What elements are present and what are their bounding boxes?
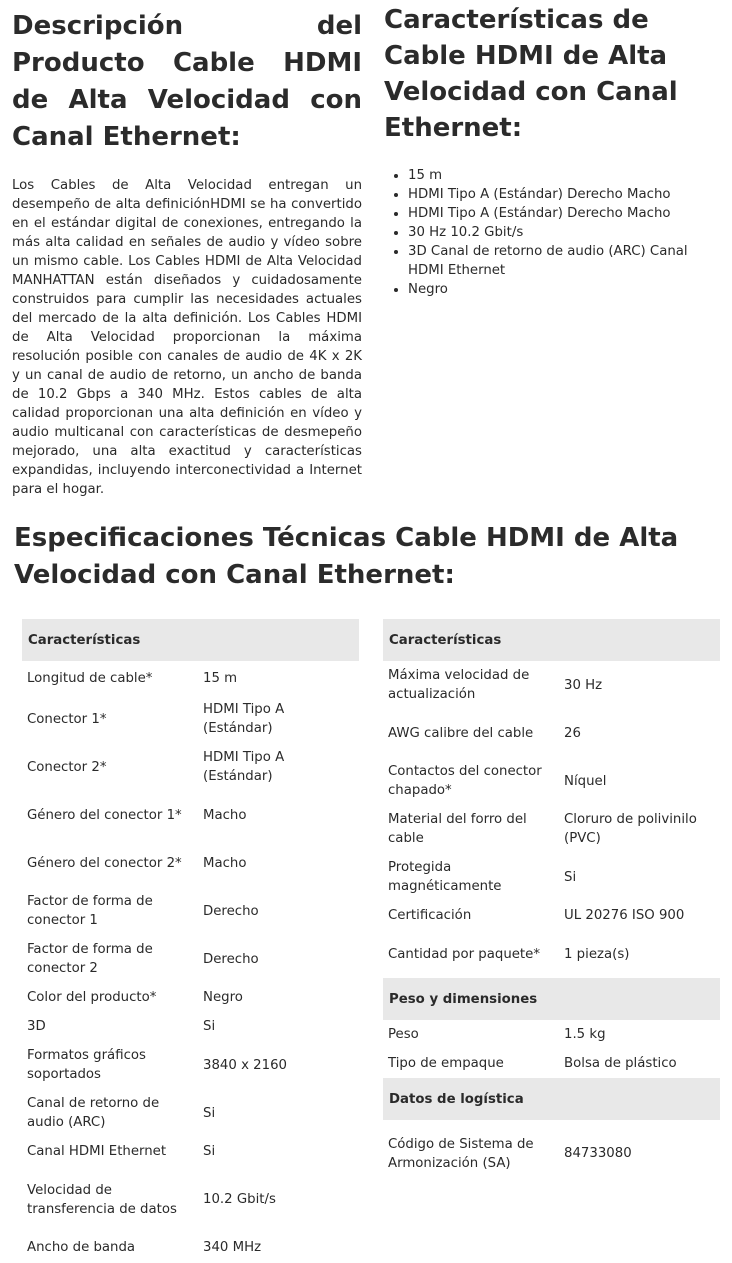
table-row — [22, 695, 359, 743]
spec-key: Factor de forma de conector 2 — [27, 942, 153, 976]
feature-item: • HDMI Tipo A (Estándar) Derecho Macho — [408, 185, 724, 204]
features-title: Características de Cable HDMI de Alta Velocidad con Canal Ethernet: — [384, 5, 678, 143]
spec-value: Macho — [203, 807, 247, 823]
spec-value: 10.2 Gbit/s — [203, 1192, 276, 1207]
table-row — [22, 1137, 359, 1166]
table-row — [22, 1166, 359, 1233]
spec-value: Bolsa de plástico — [564, 1056, 677, 1071]
table-header-row — [383, 619, 720, 661]
table-row — [383, 709, 720, 757]
table-header-row — [22, 619, 359, 661]
specs-table-left — [22, 619, 359, 1262]
table-header: Características — [22, 619, 359, 661]
spec-key: Género del conector 2* — [27, 855, 182, 871]
spec-key: Material del forro del cable — [388, 812, 527, 846]
table-header: Peso y dimensiones — [383, 978, 720, 1020]
spec-key: Canal HDMI Ethernet — [27, 1144, 167, 1159]
table-row — [22, 1233, 359, 1262]
table-row — [22, 935, 359, 983]
table-row — [22, 661, 359, 695]
feature-item: • Negro — [408, 280, 724, 299]
spec-value: 30 Hz — [564, 677, 603, 693]
spec-key: Género del conector 1* — [27, 807, 182, 823]
description-section — [12, 8, 362, 499]
table-row — [383, 930, 720, 978]
spec-key: Longitud de cable* — [27, 670, 153, 686]
spec-value: Negro — [203, 990, 243, 1005]
spec-key: Protegida magnéticamente — [388, 860, 502, 894]
spec-key: Factor de forma de conector 1 — [27, 894, 153, 928]
table-header: Características — [383, 619, 720, 661]
spec-key: Formatos gráficos soportados — [27, 1048, 146, 1082]
table-row — [383, 661, 720, 709]
specs-title: Especificaciones Técnicas Cable HDMI de Alta Velocidad con Canal Ethernet: — [14, 523, 679, 590]
spec-key: Contactos del conector chapado* — [388, 764, 542, 798]
spec-value: Derecho — [203, 951, 259, 967]
table-header-row — [383, 978, 720, 1020]
table-row — [383, 853, 720, 901]
feature-item: • HDMI Tipo A (Estándar) Derecho Macho — [408, 204, 724, 223]
table-row — [383, 1049, 720, 1078]
table-row — [22, 743, 359, 791]
table-row — [383, 805, 720, 853]
spec-value: 1 pieza(s) — [564, 946, 630, 962]
description-body: Los Cables de Alta Velocidad entregan un desempeño de alta definiciónHDMI se ha convertido en el estándar digital de conexiones, entregando la más alta calidad en señales de audio y vídeo sobre un mismo cable. Los Cables HDMI de Alta Velocidad MANHATTAN están diseñados y cuidadosamente construidos para cumplir las necesidades actuales del mercado de la alta definición. Los Cables HDMI de Alta Velocidad proporcionan la máxima resolución posible con canales de audio de 4K x 2K y un canal de audio de retorno, un ancho de banda de 10.2 Gbps a 340 MHz. Estos cables de alta calidad proporcionan una alta definición en vídeo y audio multicanal con características de desmepeño mejorado, una alta exactitud y características expandidas, incluyendo interconectividad a Internet para el hogar. — [12, 178, 362, 497]
description-title: Descripción del Producto Cable HDMI de Alta Velocidad con Canal Ethernet: — [12, 11, 362, 152]
spec-value: Si — [203, 1144, 216, 1159]
spec-key: Tipo de empaque — [388, 1056, 504, 1071]
features-section — [384, 2, 724, 299]
spec-key: Conector 2* — [27, 759, 107, 775]
spec-value: HDMI Tipo A (Estándar) — [203, 702, 285, 736]
table-row — [22, 791, 359, 839]
feature-item: • 30 Hz 10.2 Gbit/s — [408, 223, 724, 242]
table-row — [22, 1041, 359, 1089]
table-row — [22, 1089, 359, 1137]
spec-key: Código de Sistema de Armonización (SA) — [388, 1136, 534, 1171]
table-row — [22, 1012, 359, 1041]
features-list — [408, 166, 724, 299]
spec-value: Si — [203, 1019, 216, 1034]
feature-item: • 15 m — [408, 166, 724, 185]
spec-key: 3D — [27, 1019, 46, 1034]
spec-key: Cantidad por paquete* — [388, 946, 540, 962]
table-row — [22, 839, 359, 887]
spec-key: AWG calibre del cable — [388, 725, 534, 741]
table-row — [383, 901, 720, 930]
spec-value: Si — [564, 869, 577, 885]
table-row — [22, 983, 359, 1012]
spec-key: Máxima velocidad de actualización — [388, 668, 530, 702]
spec-key: Ancho de banda — [27, 1240, 136, 1255]
spec-value: 15 m — [203, 670, 238, 686]
spec-value: Si — [203, 1105, 216, 1121]
spec-key: Conector 1* — [27, 711, 107, 727]
spec-value: 340 MHz — [203, 1240, 262, 1255]
spec-value: Macho — [203, 855, 247, 871]
spec-value: HDMI Tipo A (Estándar) — [203, 750, 285, 784]
specs-table-right — [383, 619, 720, 1187]
spec-key: Peso — [388, 1027, 419, 1042]
table-row — [383, 757, 720, 805]
spec-value: Níquel — [564, 773, 607, 789]
spec-value: 3840 x 2160 — [203, 1057, 288, 1073]
table-row — [383, 1020, 720, 1049]
spec-value: Derecho — [203, 903, 259, 919]
table-row — [22, 887, 359, 935]
spec-key: Color del producto* — [27, 990, 157, 1005]
spec-value: Cloruro de polivinilo (PVC) — [564, 812, 697, 846]
spec-key: Velocidad de transferencia de datos — [27, 1182, 177, 1217]
spec-value: 1.5 kg — [564, 1027, 606, 1042]
table-header-row — [383, 1078, 720, 1120]
spec-key: Canal de retorno de audio (ARC) — [27, 1096, 160, 1130]
feature-item: • 3D Canal de retorno de audio (ARC) Canal HDMI Ethernet — [408, 242, 724, 280]
table-header: Datos de logística — [383, 1078, 720, 1120]
spec-key: Certificación — [388, 908, 472, 923]
spec-value: 26 — [564, 725, 581, 741]
table-row — [383, 1120, 720, 1187]
spec-value: 84733080 — [564, 1146, 632, 1161]
spec-value: UL 20276 ISO 900 — [564, 908, 685, 923]
